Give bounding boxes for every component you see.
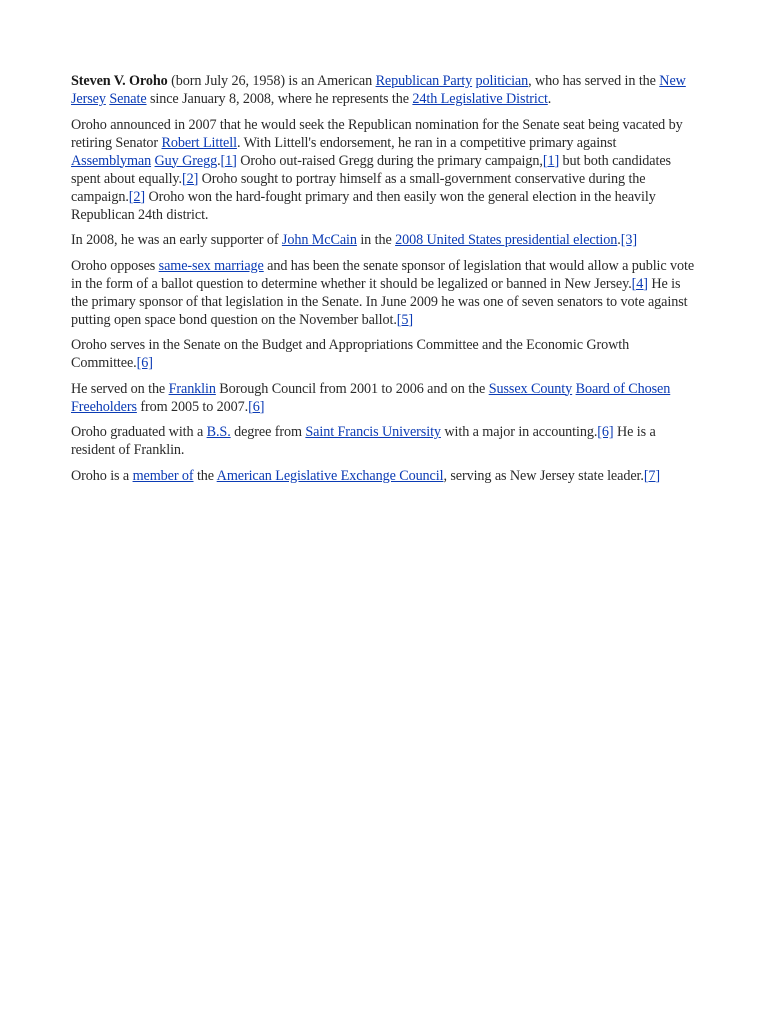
text-run: He is the primary sponsor of that legislation in the Senate. In June 2009 he was one of seven senators to vote against putting open space bond question on the November ballot. bbox=[71, 275, 688, 328]
text-run: Oroho announced in 2007 that he would seek the Republican nomination for the Senate seat being vacated by retiring Senator bbox=[71, 116, 683, 151]
link-american-legislative-exchange-council[interactable]: American Legislative Exchange Council bbox=[216, 467, 444, 484]
paragraph-8 bbox=[71, 467, 697, 485]
link-senate[interactable]: Senate bbox=[109, 91, 147, 107]
text-run: the bbox=[193, 467, 217, 484]
text-run: . bbox=[217, 152, 221, 169]
text-run: . bbox=[547, 91, 552, 107]
text-run: Oroho opposes bbox=[71, 257, 159, 274]
link-guy-gregg[interactable]: Guy Gregg bbox=[154, 152, 218, 169]
text-run: (born July 26, 1958) is an American bbox=[167, 73, 376, 89]
link-new-jersey[interactable]: New Jersey bbox=[71, 73, 686, 107]
link-board-of-chosen-freeholders[interactable]: Board of Chosen Freeholders bbox=[71, 380, 671, 415]
text-run: Oroho won the hard-fought primary and then easily won the general election in the heavily Republican 24th district. bbox=[71, 188, 656, 223]
link-24th-legislative-district[interactable]: 24th Legislative District bbox=[412, 91, 548, 107]
text-run: since January 8, 2008, where he represents the bbox=[146, 91, 413, 107]
text-run: . With Littell's endorsement, he ran in a competitive primary against bbox=[236, 134, 617, 151]
citation-link-2[interactable]: [2] bbox=[128, 188, 146, 205]
link-b-s[interactable]: B.S. bbox=[206, 424, 231, 440]
text-run: and has been the senate sponsor of legislation that would allow a public vote in the form of a ballot question to determine whether it should be legalized or banned in New Jersey. bbox=[71, 257, 695, 292]
citation-link-6[interactable]: [6] bbox=[248, 398, 265, 415]
paragraph-5 bbox=[71, 336, 697, 372]
paragraph-6 bbox=[71, 380, 697, 416]
citation-link-7[interactable]: [7] bbox=[643, 467, 661, 484]
text-run: He served on the bbox=[71, 380, 169, 397]
paragraph-3 bbox=[71, 231, 697, 249]
link-assemblyman[interactable]: Assemblyman bbox=[71, 152, 152, 169]
link-same-sex-marriage[interactable]: same-sex marriage bbox=[158, 257, 264, 274]
citation-link-6[interactable]: [6] bbox=[597, 424, 614, 440]
text-run: , who has served in the bbox=[528, 73, 660, 89]
link-robert-littell[interactable]: Robert Littell bbox=[161, 134, 237, 151]
link-member-of[interactable]: member of bbox=[132, 467, 194, 484]
text-run: with a major in accounting. bbox=[440, 424, 598, 440]
text-run: Oroho serves in the Senate on the Budget and Appropriations Committee and the Economic Growth Committee. bbox=[71, 337, 630, 371]
citation-link-3[interactable]: [3] bbox=[620, 232, 637, 248]
article-body bbox=[71, 72, 697, 492]
paragraph-7 bbox=[71, 423, 697, 459]
link-republican-party[interactable]: Republican Party bbox=[375, 73, 473, 89]
paragraph-1 bbox=[71, 72, 697, 108]
text-run: Oroho out-raised Gregg during the primary campaign, bbox=[236, 152, 543, 169]
citation-link-6[interactable]: [6] bbox=[136, 355, 153, 371]
link-2008-united-states-presidential-election[interactable]: 2008 United States presidential election bbox=[395, 232, 618, 248]
citation-link-1[interactable]: [1] bbox=[220, 152, 237, 169]
text-run: degree from bbox=[230, 424, 306, 440]
text-run: Borough Council from 2001 to 2006 and on the bbox=[215, 380, 489, 397]
text-run: In 2008, he was an early supporter of bbox=[71, 232, 282, 248]
link-john-mccain[interactable]: John McCain bbox=[281, 232, 357, 248]
paragraph-2 bbox=[71, 116, 697, 224]
citation-link-2[interactable]: [2] bbox=[181, 170, 199, 187]
text-run: Oroho is a bbox=[71, 467, 133, 484]
text-run: He is a resident of Franklin. bbox=[71, 424, 656, 458]
link-politician[interactable]: politician bbox=[475, 73, 529, 89]
text-run: but both candidates spent about equally. bbox=[71, 152, 671, 187]
text-run: Oroho graduated with a bbox=[71, 424, 207, 440]
citation-link-1[interactable]: [1] bbox=[542, 152, 560, 169]
text-run: , serving as New Jersey state leader. bbox=[443, 467, 644, 484]
link-franklin[interactable]: Franklin bbox=[168, 380, 216, 397]
citation-link-4[interactable]: [4] bbox=[631, 275, 648, 292]
text-run: in the bbox=[356, 232, 396, 248]
paragraph-4 bbox=[71, 257, 697, 329]
text-run: Oroho sought to portray himself as a small-government conservative during the campaign. bbox=[71, 170, 646, 205]
text-run: . bbox=[617, 232, 621, 248]
citation-link-5[interactable]: [5] bbox=[396, 311, 414, 328]
subject-name: Steven V. Oroho bbox=[71, 73, 168, 89]
link-saint-francis-university[interactable]: Saint Francis University bbox=[305, 424, 441, 440]
link-sussex-county[interactable]: Sussex County bbox=[488, 380, 573, 397]
text-run: from 2005 to 2007. bbox=[136, 398, 249, 415]
